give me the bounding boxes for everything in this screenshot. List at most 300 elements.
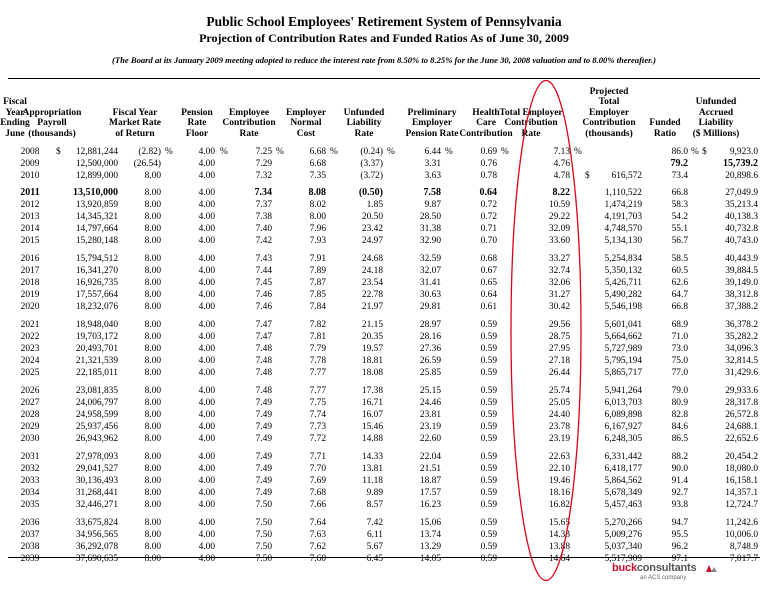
cell-projected-total-employer-contribution: 5,664,662: [604, 332, 642, 342]
cell-preliminary-employer-pension-rate: 27.36: [419, 344, 441, 354]
cell-employee-contribution-rate: 7.38: [255, 212, 272, 222]
cell-unfunded-accrued-liability: 24,688.1: [725, 422, 758, 432]
cell-employee-contribution-rate: 7.43: [255, 254, 272, 264]
cell-pension-rate-floor: 4.00: [198, 356, 215, 366]
cell-funded-ratio: 58.5: [671, 254, 688, 264]
cell-employee-contribution-rate: 7.46: [255, 302, 272, 312]
cell-funded-ratio: 95.5: [671, 530, 688, 540]
cell-total-employer-contribution-rate: 32.74: [548, 266, 570, 276]
cell-unfunded-accrued-liability: 18,080.0: [725, 464, 758, 474]
cell-projected-total-employer-contribution: 5,426,711: [604, 278, 642, 288]
cell-health-care-contribution: 0.65: [480, 278, 497, 288]
cell-funded-ratio: 64.7: [671, 290, 688, 300]
header-unfunded-liability-rate: [337, 80, 391, 139]
cell-market-rate-of-return: 8.00: [144, 500, 161, 510]
cell-fiscal-year: 2022: [20, 332, 40, 342]
cell-market-rate-of-return: 8.00: [144, 518, 161, 528]
header-line: Employer: [588, 107, 630, 118]
header-line: Market Rate: [109, 118, 161, 128]
percent-sign: %: [574, 147, 582, 157]
cell-funded-ratio: 94.7: [671, 518, 688, 528]
cell-market-rate-of-return: 8.00: [144, 410, 161, 420]
cell-health-care-contribution: 0.59: [480, 500, 497, 510]
cell-total-employer-contribution-rate: 29.22: [548, 212, 570, 222]
cell-fiscal-year: 2016: [20, 254, 40, 264]
cell-employer-normal-cost: 7.93: [309, 236, 326, 246]
cell-fiscal-year: 2015: [20, 236, 40, 246]
cell-health-care-contribution: 0.59: [480, 344, 497, 354]
cell-market-rate-of-return: 8.00: [144, 171, 161, 181]
cell-funded-ratio: 92.7: [671, 488, 688, 498]
cell-pension-rate-floor: 4.00: [198, 302, 215, 312]
cell-total-employer-contribution-rate: 4.78: [553, 171, 570, 181]
cell-projected-total-employer-contribution: 5,678,349: [604, 488, 642, 498]
cell-appropriation-payroll: 25,937,456: [75, 422, 118, 432]
cell-fiscal-year: 2031: [20, 452, 40, 462]
cell-unfunded-liability-rate: 15.46: [361, 422, 383, 432]
cell-funded-ratio: 90.0: [671, 464, 688, 474]
cell-employer-normal-cost: 7.89: [309, 266, 326, 276]
cell-projected-total-employer-contribution: 6,089,898: [604, 410, 642, 420]
cell-preliminary-employer-pension-rate: 14.05: [419, 554, 441, 564]
cell-health-care-contribution: 0.69: [480, 147, 497, 157]
cell-employer-normal-cost: 7.77: [309, 368, 326, 378]
cell-total-employer-contribution-rate: 27.18: [548, 356, 570, 366]
percent-sign: %: [330, 147, 338, 157]
cell-total-employer-contribution-rate: 23.19: [548, 434, 570, 444]
cell-employee-contribution-rate: 7.47: [255, 332, 272, 342]
cell-appropriation-payroll: 23,081,835: [75, 386, 118, 396]
cell-market-rate-of-return: 8.00: [144, 398, 161, 408]
cell-unfunded-liability-rate: 1.85: [366, 200, 383, 210]
cell-market-rate-of-return: 8.00: [144, 452, 161, 462]
cell-preliminary-employer-pension-rate: 28.16: [419, 332, 441, 342]
cell-projected-total-employer-contribution: 5,865,717: [604, 368, 642, 378]
cell-funded-ratio: 86.5: [671, 434, 688, 444]
header-line: Liability: [346, 118, 382, 128]
cell-unfunded-liability-rate: 23.54: [361, 278, 383, 288]
cell-preliminary-employer-pension-rate: 16.23: [419, 500, 441, 510]
cell-appropriation-payroll: 24,006,797: [75, 398, 118, 408]
cell-pension-rate-floor: 4.00: [198, 344, 215, 354]
cell-employer-normal-cost: 7.87: [309, 278, 326, 288]
cell-appropriation-payroll: 36,292,078: [75, 542, 118, 552]
cell-total-employer-contribution-rate: 33.60: [548, 236, 570, 246]
percent-sign: %: [445, 147, 453, 157]
header-line: Appropriation: [22, 107, 82, 118]
cell-projected-total-employer-contribution: 5,727,989: [604, 344, 642, 354]
header-line: Rate: [354, 128, 374, 139]
cell-market-rate-of-return: 8.00: [144, 464, 161, 474]
cell-employer-normal-cost: 7.78: [309, 356, 326, 366]
cell-fiscal-year: 2025: [20, 368, 40, 378]
cell-employee-contribution-rate: 7.34: [254, 187, 272, 198]
cell-preliminary-employer-pension-rate: 6.44: [424, 147, 441, 157]
cell-unfunded-accrued-liability: 20,454.2: [725, 452, 758, 462]
cell-employer-normal-cost: 7.91: [309, 254, 326, 264]
cell-employee-contribution-rate: 7.49: [255, 410, 272, 420]
cell-fiscal-year: 2024: [20, 356, 40, 366]
cell-employer-normal-cost: 7.74: [309, 410, 326, 420]
cell-market-rate-of-return: 8.00: [144, 332, 161, 342]
cell-total-employer-contribution-rate: 32.06: [548, 278, 570, 288]
cell-unfunded-liability-rate: 8.57: [366, 500, 383, 510]
cell-appropriation-payroll: 14,797,664: [75, 224, 118, 234]
cell-funded-ratio: 71.0: [671, 332, 688, 342]
cell-unfunded-accrued-liability: 29,933.6: [725, 386, 758, 396]
cell-unfunded-accrued-liability: 28,317.8: [725, 398, 758, 408]
cell-health-care-contribution: 0.59: [480, 452, 497, 462]
cell-funded-ratio: 62.6: [671, 278, 688, 288]
cell-projected-total-employer-contribution: 5,795,194: [604, 356, 642, 366]
header-line: (thousands): [28, 128, 76, 139]
header-line: Contribution: [504, 118, 558, 128]
cell-unfunded-accrued-liability: 32,814.5: [725, 356, 758, 366]
header-line: of Return: [115, 128, 155, 139]
cell-market-rate-of-return: 8.00: [144, 488, 161, 498]
cell-employer-normal-cost: 7.35: [309, 171, 326, 181]
cell-fiscal-year: 2011: [20, 187, 40, 198]
cell-funded-ratio: 93.8: [671, 500, 688, 510]
cell-preliminary-employer-pension-rate: 28.97: [419, 320, 441, 330]
cell-appropriation-payroll: 21,321,539: [75, 356, 118, 366]
cell-unfunded-liability-rate: 24.68: [361, 254, 383, 264]
cell-fiscal-year: 2038: [20, 542, 40, 552]
percent-sign: %: [501, 147, 509, 157]
cell-employer-normal-cost: 7.70: [309, 464, 326, 474]
report-subtitle: Projection of Contribution Rates and Funded Ratios As of June 30, 2009: [199, 31, 569, 45]
cell-unfunded-accrued-liability: 39,149.0: [725, 278, 758, 288]
cell-total-employer-contribution-rate: 25.05: [548, 398, 570, 408]
cell-unfunded-accrued-liability: 8,748.9: [729, 542, 758, 552]
cell-total-employer-contribution-rate: 14.33: [548, 530, 570, 540]
header-line: Projected: [589, 86, 629, 97]
cell-pension-rate-floor: 4.00: [198, 159, 215, 169]
header-line: Payroll: [37, 118, 67, 128]
cell-market-rate-of-return: 8.00: [144, 344, 161, 354]
cell-projected-total-employer-contribution: 5,134,130: [604, 236, 642, 246]
header-line: Accrued: [698, 107, 734, 118]
cell-unfunded-liability-rate: 24.18: [361, 266, 383, 276]
header-line: Pension Rate: [405, 128, 459, 139]
table-top-rule: [8, 78, 760, 79]
cell-health-care-contribution: 0.59: [480, 518, 497, 528]
header-line: Employee: [228, 107, 270, 118]
header-line: Total: [598, 97, 620, 107]
cell-unfunded-liability-rate: 17.38: [361, 386, 383, 396]
cell-fiscal-year: 2036: [20, 518, 40, 528]
header-employer-normal-cost: [281, 80, 331, 139]
cell-fiscal-year: 2032: [20, 464, 40, 474]
dollar-sign: $: [702, 147, 707, 157]
cell-preliminary-employer-pension-rate: 13.29: [419, 542, 441, 552]
cell-fiscal-year: 2028: [20, 410, 40, 420]
cell-funded-ratio: 80.9: [671, 398, 688, 408]
cell-market-rate-of-return: 8.00: [144, 188, 161, 198]
header-line: Pension: [181, 107, 213, 118]
percent-sign: %: [220, 147, 228, 157]
cell-employee-contribution-rate: 7.42: [255, 236, 272, 246]
cell-funded-ratio: 77.0: [671, 368, 688, 378]
cell-fiscal-year: 2039: [20, 554, 40, 564]
cell-projected-total-employer-contribution: 6,013,703: [604, 398, 642, 408]
buck-consultants-logo: [612, 562, 762, 588]
cell-fiscal-year: 2013: [20, 212, 40, 222]
cell-market-rate-of-return: 8.00: [144, 434, 161, 444]
cell-fiscal-year: 2010: [20, 171, 40, 181]
cell-pension-rate-floor: 4.00: [198, 236, 215, 246]
cell-unfunded-liability-rate: 20.35: [361, 332, 383, 342]
cell-appropriation-payroll: 18,948,040: [75, 320, 118, 330]
dollar-sign: $: [56, 147, 61, 157]
cell-preliminary-employer-pension-rate: 25.15: [419, 386, 441, 396]
cell-projected-total-employer-contribution: 5,457,463: [604, 500, 642, 510]
logo-wordmark: buckconsultants: [612, 562, 697, 574]
cell-fiscal-year: 2019: [20, 290, 40, 300]
header-total-employer-contribution-rate: [496, 80, 566, 139]
header-line: Normal: [290, 118, 322, 128]
cell-unfunded-accrued-liability: 20,898.6: [725, 171, 758, 181]
cell-projected-total-employer-contribution: 1,474,219: [604, 200, 642, 210]
cell-funded-ratio: 66.8: [671, 302, 688, 312]
cell-appropriation-payroll: 32,446,271: [75, 500, 118, 510]
cell-pension-rate-floor: 4.00: [198, 188, 215, 198]
cell-projected-total-employer-contribution: 6,418,177: [604, 464, 642, 474]
cell-preliminary-employer-pension-rate: 13.74: [419, 530, 441, 540]
cell-pension-rate-floor: 4.00: [198, 278, 215, 288]
cell-employer-normal-cost: 7.75: [309, 398, 326, 408]
cell-unfunded-liability-rate: 14.33: [361, 452, 383, 462]
cell-total-employer-contribution-rate: 22.63: [548, 452, 570, 462]
cell-appropriation-payroll: 26,943,962: [75, 434, 118, 444]
cell-fiscal-year: 2018: [20, 278, 40, 288]
percent-sign: %: [276, 147, 284, 157]
cell-pension-rate-floor: 4.00: [198, 452, 215, 462]
cell-unfunded-accrued-liability: 26,572.8: [725, 410, 758, 420]
cell-pension-rate-floor: 4.00: [198, 518, 215, 528]
cell-funded-ratio: 86.0: [671, 147, 688, 157]
cell-funded-ratio: 60.5: [671, 266, 688, 276]
cell-unfunded-liability-rate: 6.45: [366, 554, 383, 564]
cell-unfunded-accrued-liability: 11,242.6: [725, 518, 758, 528]
cell-appropriation-payroll: 17,557,664: [75, 290, 118, 300]
cell-fiscal-year: 2027: [20, 398, 40, 408]
cell-preliminary-employer-pension-rate: 23.19: [419, 422, 441, 432]
cell-preliminary-employer-pension-rate: 29.81: [419, 302, 441, 312]
header-employee-contribution-rate: [221, 80, 277, 139]
cell-preliminary-employer-pension-rate: 31.38: [419, 224, 441, 234]
cell-total-employer-contribution-rate: 27.95: [548, 344, 570, 354]
cell-appropriation-payroll: 31,268,441: [75, 488, 118, 498]
cell-pension-rate-floor: 4.00: [198, 212, 215, 222]
cell-unfunded-liability-rate: 18.08: [361, 368, 383, 378]
cell-funded-ratio: 73.4: [671, 171, 688, 181]
cell-appropriation-payroll: 33,675,824: [75, 518, 118, 528]
cell-health-care-contribution: 0.59: [480, 464, 497, 474]
cell-employer-normal-cost: 7.71: [309, 452, 326, 462]
cell-unfunded-accrued-liability: 27,049.9: [725, 188, 758, 198]
cell-unfunded-liability-rate: 16.71: [361, 398, 383, 408]
cell-unfunded-liability-rate: 9.89: [366, 488, 383, 498]
cell-health-care-contribution: 0.67: [480, 266, 497, 276]
cell-pension-rate-floor: 4.00: [198, 554, 215, 564]
cell-appropriation-payroll: 24,958,599: [75, 410, 118, 420]
cell-projected-total-employer-contribution: 5,601,041: [604, 320, 642, 330]
cell-appropriation-payroll: 16,341,270: [75, 266, 118, 276]
header-line: Rate: [521, 128, 541, 139]
cell-pension-rate-floor: 4.00: [198, 410, 215, 420]
cell-pension-rate-floor: 4.00: [198, 398, 215, 408]
cell-pension-rate-floor: 4.00: [198, 422, 215, 432]
cell-projected-total-employer-contribution: 4,748,570: [604, 224, 642, 234]
cell-unfunded-accrued-liability: 35,282.2: [725, 332, 758, 342]
cell-pension-rate-floor: 4.00: [198, 266, 215, 276]
cell-employer-normal-cost: 7.82: [309, 320, 326, 330]
cell-funded-ratio: 84.6: [671, 422, 688, 432]
cell-unfunded-liability-rate: 24.97: [361, 236, 383, 246]
cell-total-employer-contribution-rate: 30.42: [548, 302, 570, 312]
cell-pension-rate-floor: 4.00: [198, 254, 215, 264]
cell-preliminary-employer-pension-rate: 24.46: [419, 398, 441, 408]
cell-appropriation-payroll: 12,500,000: [75, 159, 118, 169]
cell-pension-rate-floor: 4.00: [198, 476, 215, 486]
percent-sign: %: [387, 147, 395, 157]
cell-market-rate-of-return: 8.00: [144, 554, 161, 564]
cell-fiscal-year: 2030: [20, 434, 40, 444]
cell-health-care-contribution: 0.59: [480, 476, 497, 486]
header-line: (thousands): [585, 128, 633, 139]
cell-employer-normal-cost: 7.64: [309, 518, 326, 528]
cell-health-care-contribution: 0.76: [480, 159, 497, 169]
cell-employee-contribution-rate: 7.47: [255, 320, 272, 330]
cell-projected-total-employer-contribution: 5,941,264: [604, 386, 642, 396]
cell-employer-normal-cost: 7.85: [309, 290, 326, 300]
cell-fiscal-year: 2035: [20, 500, 40, 510]
cell-total-employer-contribution-rate: 28.75: [548, 332, 570, 342]
header-line: Preliminary: [407, 107, 457, 118]
cell-employer-normal-cost: 8.02: [309, 200, 326, 210]
cell-employee-contribution-rate: 7.50: [255, 554, 272, 564]
cell-market-rate-of-return: 8.00: [144, 542, 161, 552]
cell-employee-contribution-rate: 7.49: [255, 464, 272, 474]
cell-market-rate-of-return: 8.00: [144, 278, 161, 288]
cell-unfunded-accrued-liability: 40,743.0: [725, 236, 758, 246]
header-line: Fiscal Year: [112, 107, 158, 118]
header-line: Cost: [296, 128, 316, 139]
cell-preliminary-employer-pension-rate: 25.85: [419, 368, 441, 378]
cell-market-rate-of-return: 8.00: [144, 356, 161, 366]
cell-appropriation-payroll: 18,232,076: [75, 302, 118, 312]
cell-preliminary-employer-pension-rate: 23.81: [419, 410, 441, 420]
cell-total-employer-contribution-rate: 4.76: [553, 159, 570, 169]
cell-total-employer-contribution-rate: 24.40: [548, 410, 570, 420]
cell-preliminary-employer-pension-rate: 31.41: [419, 278, 441, 288]
cell-pension-rate-floor: 4.00: [198, 147, 215, 157]
cell-funded-ratio: 88.2: [671, 452, 688, 462]
cell-employee-contribution-rate: 7.48: [255, 368, 272, 378]
cell-funded-ratio: 68.9: [671, 320, 688, 330]
header-line: Total Employer: [499, 107, 563, 118]
cell-employer-normal-cost: 7.73: [309, 422, 326, 432]
cell-employer-normal-cost: 6.68: [309, 147, 326, 157]
cell-market-rate-of-return: 8.00: [144, 530, 161, 540]
cell-preliminary-employer-pension-rate: 3.63: [424, 171, 441, 181]
cell-appropriation-payroll: 12,881,244: [75, 147, 118, 157]
cell-funded-ratio: 91.4: [671, 476, 688, 486]
cell-unfunded-liability-rate: 16.07: [361, 410, 383, 420]
cell-employer-normal-cost: 7.96: [309, 224, 326, 234]
cell-projected-total-employer-contribution: 5,517,909: [604, 554, 642, 564]
cell-employee-contribution-rate: 7.44: [255, 266, 272, 276]
cell-market-rate-of-return: 8.00: [144, 302, 161, 312]
percent-sign: %: [165, 147, 173, 157]
cell-health-care-contribution: 0.59: [480, 320, 497, 330]
cell-employer-normal-cost: 7.60: [309, 554, 326, 564]
cell-unfunded-liability-rate: (3.37): [360, 159, 383, 169]
cell-employee-contribution-rate: 7.49: [255, 488, 272, 498]
cell-appropriation-payroll: 30,136,493: [75, 476, 118, 486]
dollar-sign: $: [585, 171, 590, 181]
cell-total-employer-contribution-rate: 19.46: [548, 476, 570, 486]
cell-market-rate-of-return: (2.82): [138, 147, 161, 157]
cell-employee-contribution-rate: 7.49: [255, 434, 272, 444]
cell-unfunded-accrued-liability: 7,017.7: [729, 554, 758, 564]
cell-health-care-contribution: 0.59: [480, 542, 497, 552]
header-line: Ratio: [653, 128, 677, 139]
cell-health-care-contribution: 0.59: [480, 488, 497, 498]
cell-employee-contribution-rate: 7.49: [255, 398, 272, 408]
cell-funded-ratio: 79.0: [671, 386, 688, 396]
cell-health-care-contribution: 0.59: [480, 554, 497, 564]
cell-employer-normal-cost: 7.81: [309, 332, 326, 342]
cell-appropriation-payroll: 19,703,172: [75, 332, 118, 342]
cell-health-care-contribution: 0.68: [480, 254, 497, 264]
header-line: Rate: [187, 118, 207, 128]
cell-employee-contribution-rate: 7.48: [255, 344, 272, 354]
cell-fiscal-year: 2023: [20, 344, 40, 354]
cell-fiscal-year: 2020: [20, 302, 40, 312]
header-line: Liability: [698, 118, 734, 128]
cell-appropriation-payroll: 29,041,527: [75, 464, 118, 474]
header-line: Year: [5, 107, 25, 118]
cell-projected-total-employer-contribution: 6,167,927: [604, 422, 642, 432]
cell-pension-rate-floor: 4.00: [198, 368, 215, 378]
cell-total-employer-contribution-rate: 23.78: [548, 422, 570, 432]
cell-market-rate-of-return: 8.00: [144, 476, 161, 486]
cell-fiscal-year: 2026: [20, 386, 40, 396]
cell-unfunded-liability-rate: 23.42: [361, 224, 383, 234]
cell-employer-normal-cost: 7.79: [309, 344, 326, 354]
cell-appropriation-payroll: 13,920,859: [75, 200, 118, 210]
cell-total-employer-contribution-rate: 7.13: [553, 147, 570, 157]
cell-market-rate-of-return: 8.00: [144, 212, 161, 222]
cell-market-rate-of-return: 8.00: [144, 224, 161, 234]
cell-preliminary-employer-pension-rate: 32.07: [419, 266, 441, 276]
cell-pension-rate-floor: 4.00: [198, 332, 215, 342]
header-line: Unfunded: [695, 97, 737, 107]
cell-unfunded-accrued-liability: 15,739.2: [723, 158, 758, 169]
cell-health-care-contribution: 0.59: [480, 530, 497, 540]
cell-appropriation-payroll: 22,185,011: [76, 368, 118, 378]
cell-total-employer-contribution-rate: 25.74: [548, 386, 570, 396]
cell-health-care-contribution: 0.59: [480, 386, 497, 396]
cell-projected-total-employer-contribution: 616,572: [611, 171, 642, 181]
cell-appropriation-payroll: 27,978,093: [75, 452, 118, 462]
cell-funded-ratio: 82.8: [671, 410, 688, 420]
cell-employee-contribution-rate: 7.49: [255, 452, 272, 462]
header-line: Contribution: [582, 118, 636, 128]
cell-unfunded-liability-rate: 22.78: [361, 290, 383, 300]
